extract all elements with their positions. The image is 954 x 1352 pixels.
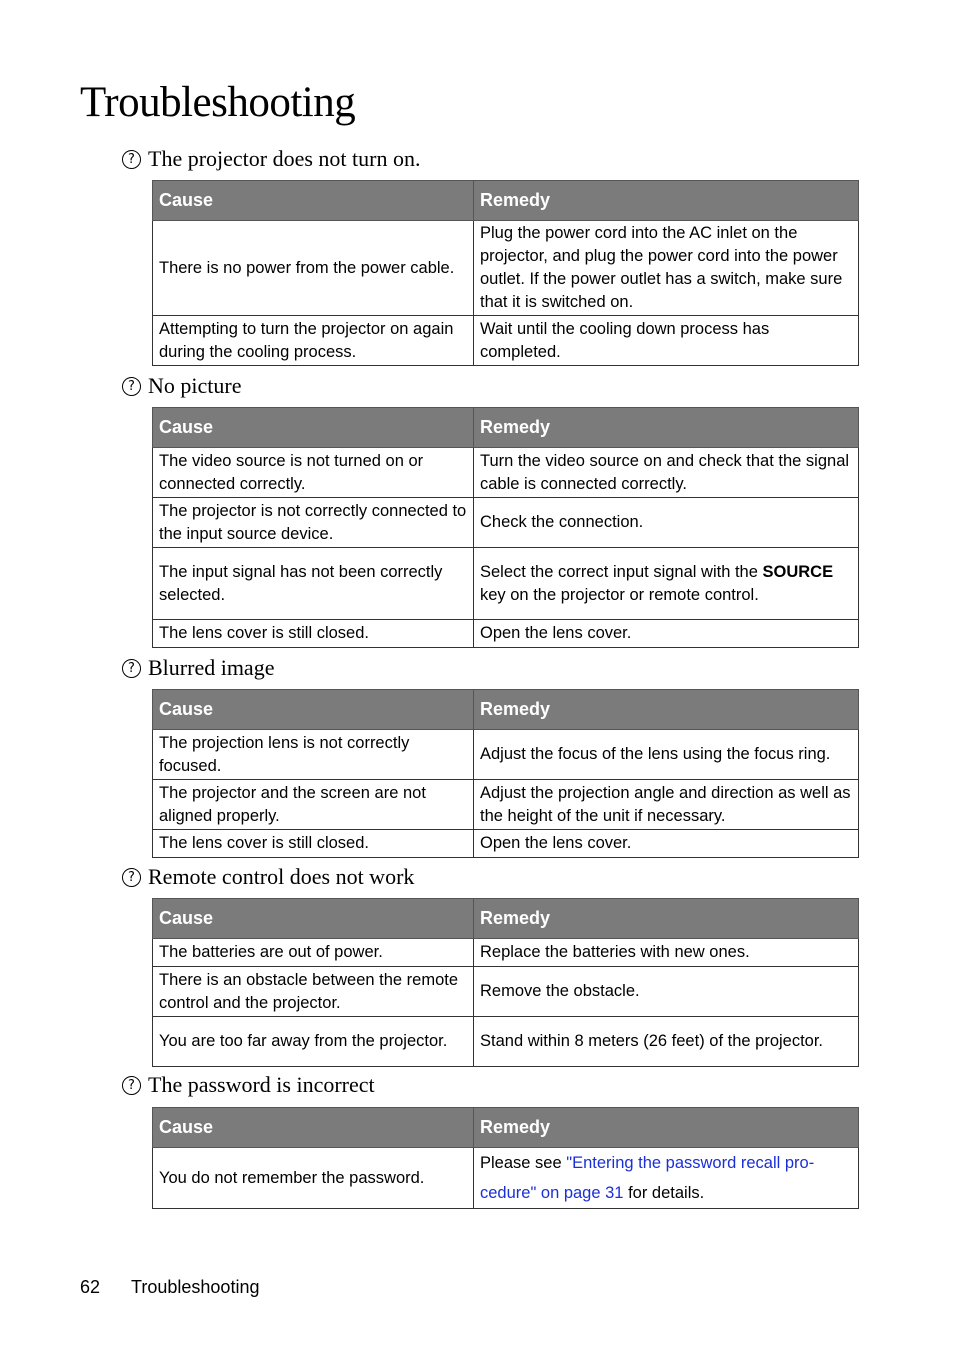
section-title: The password is incorrect <box>148 1072 375 1097</box>
section-header <box>122 862 858 892</box>
troubleshooting-table <box>152 407 859 648</box>
remedy-cell: Open the lens cover. <box>474 620 859 648</box>
troubleshooting-table <box>152 1107 859 1209</box>
table-row <box>153 1017 859 1067</box>
remedy-text: for details. <box>623 1184 705 1202</box>
table-row <box>153 620 859 648</box>
cause-cell: There is no power from the power cable. <box>153 221 474 316</box>
remedy-cell <box>474 1148 859 1209</box>
table-header-row <box>153 899 859 939</box>
table-row <box>153 939 859 967</box>
section-title: Remote control does not work <box>148 864 415 889</box>
troubleshooting-table <box>152 180 859 366</box>
table-row <box>153 1148 859 1209</box>
section-password <box>122 1070 858 1209</box>
question-circle-icon: ? <box>122 868 141 887</box>
remedy-text: key on the projector or remote control. <box>480 585 759 604</box>
cause-cell: The projector is not correctly connected to the input source device. <box>153 498 474 548</box>
source-key-label: SOURCE <box>762 562 834 581</box>
header-cause: Cause <box>153 1108 474 1148</box>
remedy-text: Please see <box>480 1154 567 1172</box>
remedy-cell: Remove the obstacle. <box>474 967 859 1017</box>
header-cause: Cause <box>153 899 474 939</box>
header-remedy: Remedy <box>474 408 859 448</box>
header-cause: Cause <box>153 408 474 448</box>
cause-cell: The projection lens is not correctly focused. <box>153 730 474 780</box>
cause-cell: There is an obstacle between the remote control and the projector. <box>153 967 474 1017</box>
remedy-text: Select the correct input signal with the <box>480 562 763 581</box>
section-power <box>122 144 858 366</box>
table-row <box>153 548 859 620</box>
header-cause: Cause <box>153 181 474 221</box>
table-row <box>153 221 859 316</box>
question-circle-icon: ? <box>122 377 141 396</box>
section-blurred-image <box>122 653 858 858</box>
remedy-cell: Stand within 8 meters (26 feet) of the projector. <box>474 1017 859 1067</box>
section-title: No picture <box>148 373 242 398</box>
header-remedy: Remedy <box>474 181 859 221</box>
table-row <box>153 498 859 548</box>
header-cause: Cause <box>153 690 474 730</box>
cause-cell: The input signal has not been correctly selected. <box>153 548 474 620</box>
section-no-picture <box>122 371 858 648</box>
password-recall-link[interactable]: "Entering the password recall pro-cedure" on page 31 <box>480 1154 815 1202</box>
remedy-cell: Turn the video source on and check that the signal cable is connected correctly. <box>474 448 859 498</box>
table-header-row <box>153 181 859 221</box>
cause-cell: The lens cover is still closed. <box>153 620 474 648</box>
page-number: 62 <box>80 1277 101 1297</box>
table-row <box>153 967 859 1017</box>
table-row <box>153 780 859 830</box>
table-row <box>153 730 859 780</box>
table-row <box>153 448 859 498</box>
cause-cell: The batteries are out of power. <box>153 939 474 967</box>
section-header <box>122 144 858 174</box>
header-remedy: Remedy <box>474 690 859 730</box>
cause-cell: The projector and the screen are not aligned properly. <box>153 780 474 830</box>
table-header-row <box>153 690 859 730</box>
section-remote-control <box>122 862 858 1067</box>
section-header <box>122 1070 858 1100</box>
remedy-cell: Adjust the focus of the lens using the focus ring. <box>474 730 859 780</box>
cause-cell: The video source is not turned on or connected correctly. <box>153 448 474 498</box>
section-title: The projector does not turn on. <box>148 146 421 171</box>
remedy-cell: Open the lens cover. <box>474 830 859 858</box>
question-circle-icon: ? <box>122 150 141 169</box>
table-header-row <box>153 1108 859 1148</box>
section-title: Blurred image <box>148 655 275 680</box>
table-row <box>153 830 859 858</box>
question-circle-icon: ? <box>122 659 141 678</box>
table-row <box>153 316 859 366</box>
remedy-cell <box>474 548 859 620</box>
remedy-cell: Check the connection. <box>474 498 859 548</box>
footer-section-title: Troubleshooting <box>131 1277 260 1297</box>
table-header-row <box>153 408 859 448</box>
remedy-cell: Wait until the cooling down process has completed. <box>474 316 859 366</box>
remedy-cell: Replace the batteries with new ones. <box>474 939 859 967</box>
remedy-cell: Plug the power cord into the AC inlet on the projector, and plug the power cord into the power outlet. If the power outlet has a switch, make sure that it is switched on. <box>474 221 859 316</box>
header-remedy: Remedy <box>474 1108 859 1148</box>
page-title: Troubleshooting <box>80 79 356 126</box>
cause-cell: The lens cover is still closed. <box>153 830 474 858</box>
troubleshooting-table <box>152 898 859 1067</box>
cause-cell: You are too far away from the projector. <box>153 1017 474 1067</box>
cause-cell: You do not remember the password. <box>153 1148 474 1209</box>
section-header <box>122 653 858 683</box>
question-circle-icon: ? <box>122 1076 141 1095</box>
cause-cell: Attempting to turn the projector on again during the cooling process. <box>153 316 474 366</box>
remedy-cell: Adjust the projection angle and direction as well as the height of the unit if necessary. <box>474 780 859 830</box>
header-remedy: Remedy <box>474 899 859 939</box>
page-footer <box>80 1277 259 1298</box>
troubleshooting-table <box>152 689 859 858</box>
section-header <box>122 371 858 401</box>
